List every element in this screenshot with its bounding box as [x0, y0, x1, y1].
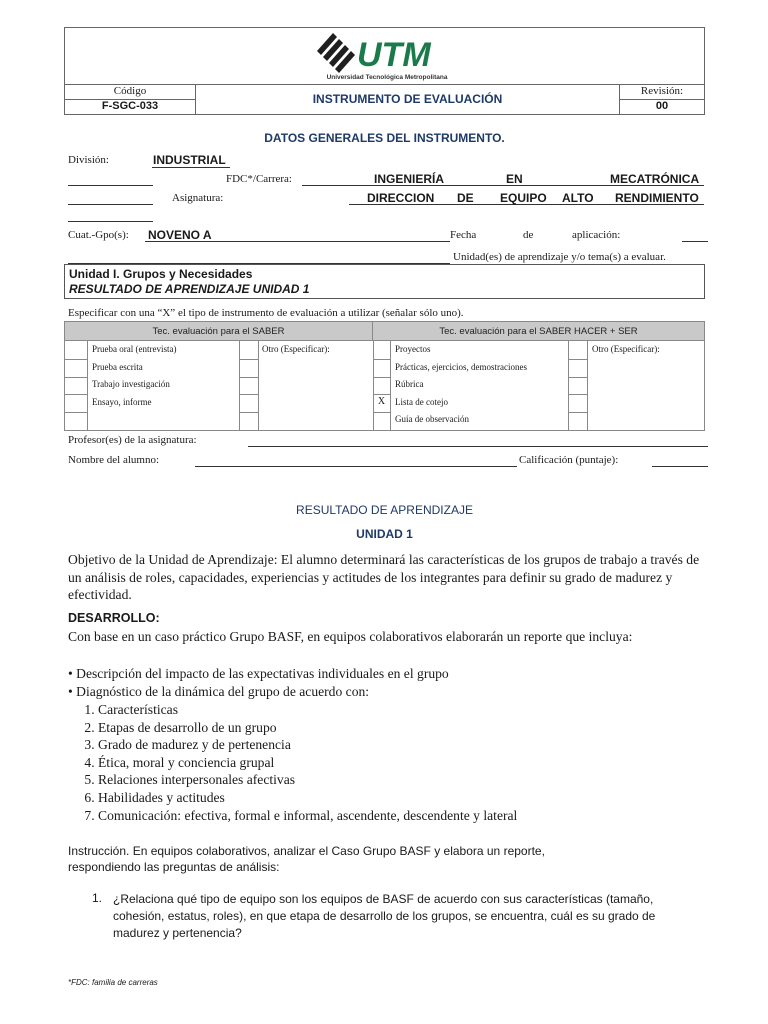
- codigo-label: Código: [113, 85, 147, 97]
- fecha-underline: [682, 241, 708, 242]
- saber-otro: Otro (Especificar):: [262, 344, 330, 354]
- list-item: 4. Ética, moral y conciencia grupal: [98, 754, 708, 772]
- asignatura-word-3: EQUIPO: [500, 191, 547, 205]
- unidad-resultado: RESULTADO DE APRENDIZAJE UNIDAD 1: [69, 282, 310, 296]
- calificacion-underline: [652, 466, 708, 467]
- hacer-item: Prácticas, ejercicios, demostraciones: [395, 362, 527, 372]
- saber-item: Prueba oral (entrevista): [92, 344, 177, 354]
- tec-instruction: Especificar con una “X” el tipo de instrumento de evaluación a utilizar (señalar sólo uno).: [68, 307, 464, 319]
- saber-header: Tec. evaluación para el SABER: [65, 322, 373, 341]
- asignatura-label: Asignatura:: [172, 192, 224, 204]
- university-name: Universidad Tecnológica Metropolitana: [326, 74, 448, 81]
- question-number: 1.: [92, 891, 103, 905]
- asignatura-word-5: RENDIMIENTO: [615, 191, 699, 205]
- asignatura-word-1: DIRECCION: [367, 191, 435, 205]
- revision-value: 00: [655, 100, 669, 112]
- profesor-label: Profesor(es) de la asignatura:: [68, 434, 197, 446]
- blank-line: [68, 185, 153, 186]
- blank-line: [68, 221, 153, 222]
- blank-line: [68, 204, 153, 205]
- carrera-word-1: INGENIERÍA: [374, 172, 445, 186]
- desarrollo-title: DESARROLLO:: [68, 611, 160, 625]
- hacer-otro: Otro (Especificar):: [592, 344, 660, 354]
- saber-hacer-header: Tec. evaluación para el SABER HACER + SER: [373, 322, 704, 341]
- hacer-item: Guía de observación: [395, 414, 469, 424]
- alumno-label: Nombre del alumno:: [68, 454, 160, 466]
- desarrollo-intro: Con base en un caso práctico Grupo BASF, en equipos colaborativos elaborarán un reporte que incluya:: [68, 629, 633, 644]
- fecha-label-1: Fecha: [450, 229, 477, 241]
- fecha-label-2: de: [523, 229, 534, 241]
- codigo-cell: [65, 84, 196, 115]
- diagnostico-list: [68, 701, 708, 824]
- document-header: [64, 27, 705, 115]
- logo-text: UTM: [357, 36, 431, 74]
- revision-cell: [620, 84, 704, 115]
- saber-item: Trabajo investigación: [92, 379, 170, 389]
- alumno-underline: [195, 466, 517, 467]
- resultado-subtitle: UNIDAD 1: [356, 527, 413, 541]
- division-underline: [152, 167, 230, 168]
- fdc-label: FDC*/Carrera:: [226, 173, 292, 185]
- fecha-label-3: aplicación:: [572, 229, 621, 241]
- unidad-title: Unidad I. Grupos y Necesidades: [69, 267, 253, 281]
- footnote: *FDC: familia de carreras: [68, 978, 158, 987]
- asignatura-word-4: ALTO: [562, 191, 594, 205]
- carrera-word-3: MECATRÓNICA: [610, 172, 700, 186]
- saber-item: Prueba escrita: [92, 362, 143, 372]
- cuat-underline: [145, 241, 450, 242]
- profesor-underline: [248, 446, 708, 447]
- title-cell: [196, 84, 620, 115]
- resultado-title: RESULTADO DE APRENDIZAJE: [296, 503, 473, 517]
- unidad-box: [64, 264, 705, 299]
- division-value: INDUSTRIAL: [153, 153, 226, 167]
- hacer-item: Rúbrica: [395, 379, 424, 389]
- codigo-value: F-SGC-033: [101, 100, 159, 112]
- revision-label: Revisión:: [640, 85, 684, 97]
- list-item: 7. Comunicación: efectiva, formal e informal, ascendente, descendente y lateral: [98, 807, 708, 825]
- list-item: 3. Grado de madurez y de pertenencia: [98, 736, 708, 754]
- list-item: 6. Habilidades y actitudes: [98, 789, 708, 807]
- tecnicas-table: [64, 321, 705, 431]
- list-item: 2. Etapas de desarrollo de un grupo: [98, 719, 708, 737]
- list-item: 5. Relaciones interpersonales afectivas: [98, 771, 708, 789]
- objetivo-paragraph: Objetivo de la Unidad de Aprendizaje: El alumno determinará las características de los grupos de trabajo a través de un análisis de roles, capacidades, experiencias y actitudes de los integrantes para definir su grado de madurez y efectividad.: [68, 552, 700, 603]
- hacer-item: Lista de cotejo: [395, 397, 448, 407]
- checkbox-mark[interactable]: X: [377, 396, 386, 407]
- logo-row: [65, 28, 704, 85]
- bullet-impacto: • Descripción del impacto de las expectativas individuales en el grupo: [68, 666, 449, 681]
- calificacion-label: Calificación (puntaje):: [519, 454, 619, 466]
- document-title: INSTRUMENTO DE EVALUACIÓN: [312, 92, 503, 106]
- hacer-item: Proyectos: [395, 344, 431, 354]
- cuat-label: Cuat.-Gpo(s):: [68, 229, 129, 241]
- bullet-diagnostico: • Diagnóstico de la dinámica del grupo de acuerdo con:: [68, 684, 370, 699]
- instruccion-paragraph: Instrucción. En equipos colaborativos, analizar el Caso Grupo BASF y elabora un reporte, respondiendo las preguntas de análisis:: [68, 844, 545, 874]
- datos-section-title: DATOS GENERALES DEL INSTRUMENTO.: [264, 131, 505, 145]
- list-item: 1. Características: [98, 701, 708, 719]
- carrera-word-2: EN: [506, 172, 523, 186]
- asignatura-word-2: DE: [457, 191, 474, 205]
- saber-item: Ensayo, informe: [92, 397, 152, 407]
- division-label: División:: [68, 154, 109, 166]
- question-1: ¿Relaciona qué tipo de equipo son los equipos de BASF de acuerdo con sus características (tamaño, cohesión, estatus, roles), en que etapa de desarrollo de los grupos, se encuentra, cuál es su grado de madurez y pertenencia?: [113, 892, 656, 940]
- unidades-label: Unidad(es) de aprendizaje y/o tema(s) a evaluar.: [453, 251, 666, 263]
- cuat-value: NOVENO A: [148, 228, 212, 242]
